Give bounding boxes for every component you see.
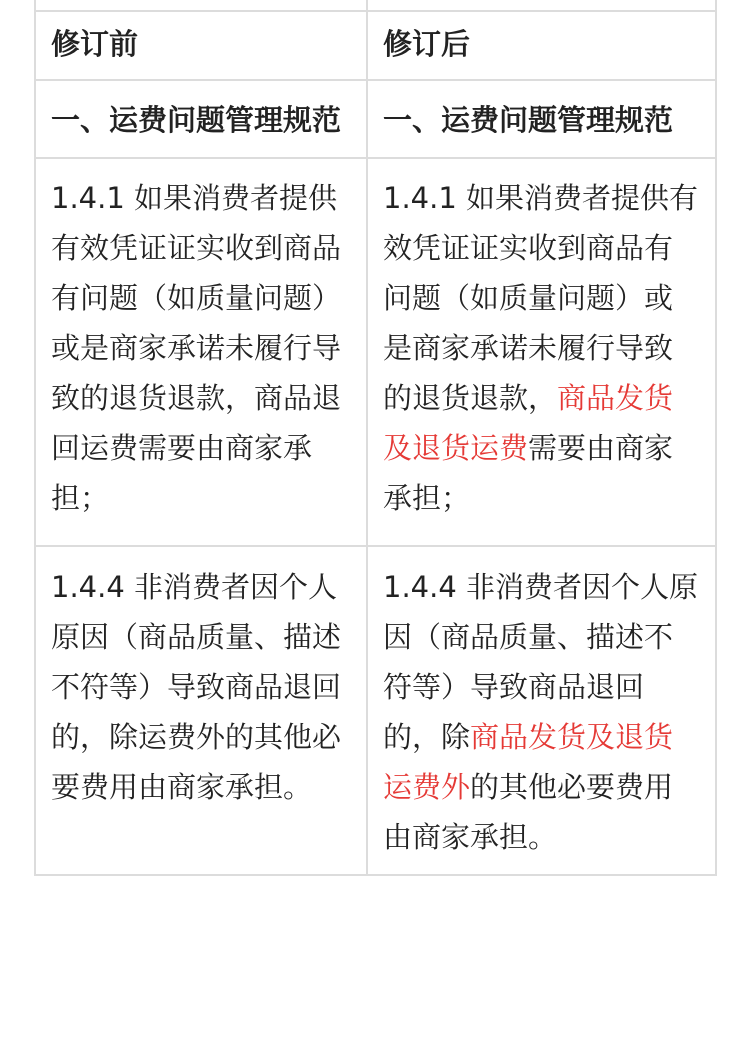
rule-1-4-1-highlight: 商品发货及退货运费: [383, 381, 674, 465]
rule-1-4-4-row: [35, 546, 716, 875]
rule-1-4-1-after-tail: 需要由商家承担；: [383, 431, 674, 515]
header-after: 修订后: [367, 11, 716, 80]
revision-comparison-table: [34, 0, 717, 876]
rule-1-4-4-after-tail: 的其他必要费用由商家承担。: [383, 770, 674, 854]
rule-1-4-4-before: 1.4.4 非消费者因个人原因（商品质量、描述不符等）导致商品退回的，除运费外的其他必要费用由商家承担。: [35, 546, 367, 875]
section-row: [35, 80, 716, 158]
header-row: [35, 11, 716, 80]
rule-1-4-4-after-text: 1.4.4 非消费者因个人原因（商品质量、描述不符等）导致商品退回的，除: [383, 570, 699, 754]
rule-1-4-1-after: [367, 158, 716, 546]
rule-1-4-1-after-text: 1.4.1 如果消费者提供有效凭证证实收到商品有问题（如质量问题）或是商家承诺未履行导致的退货退款，: [383, 181, 699, 415]
rule-1-4-4-after: [367, 546, 716, 875]
header-before: 修订前: [35, 11, 367, 80]
section-title-after: 一、运费问题管理规范: [367, 80, 716, 158]
rule-1-4-1-before: 1.4.1 如果消费者提供有效凭证证实收到商品有问题（如质量问题）或是商家承诺未履行导致的退货退款，商品退回运费需要由商家承担；: [35, 158, 367, 546]
rule-1-4-4-highlight: 商品发货及退货运费外: [383, 720, 674, 804]
table-top-row: [35, 0, 716, 11]
rule-1-4-1-row: [35, 158, 716, 546]
section-title-before: 一、运费问题管理规范: [35, 80, 367, 158]
